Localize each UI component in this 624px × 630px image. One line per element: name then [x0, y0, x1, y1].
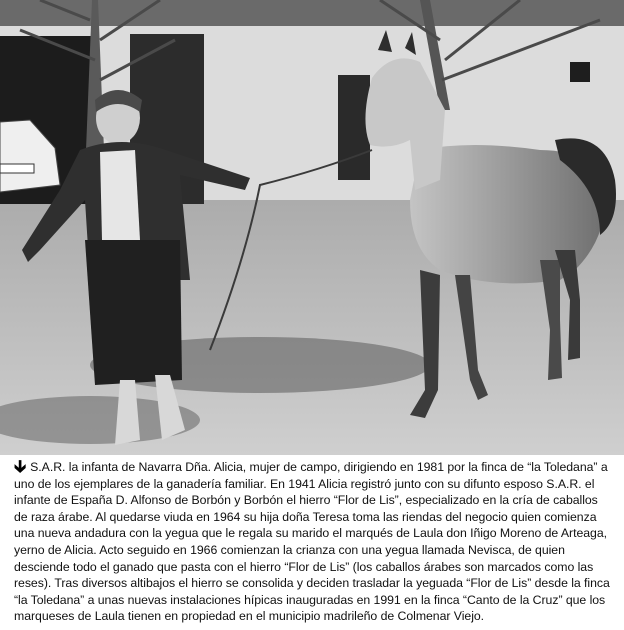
license-plate: [0, 164, 34, 173]
dark-doorway: [338, 75, 370, 180]
window: [570, 62, 590, 82]
caption-text: S.A.R. la infanta de Navarra Dña. Alicia, mujer de campo, dirigiendo en 1981 por la finca de “la Toledana” a uno de los ejemplares de la ganadería familiar. En 1941 Alicia registró junto con su difunto esposo S.A.R. el infante de España D. Alfonso de Borbón y Borbón el hierro “Flor de Lis”, especializado en la cría de caballos de raza árabe. Al quedarse viuda en 1964 su hija doña Teresa toma las riendas del negocio quien comienza una nueva andadura con la yegua que le regala su marido el marqués de Laula don Iñigo Moreno de Arteaga, yerno de Alicia. Acto seguido en 1966 comienzan la crianza con una yegua llamada Nevisca, de quien desciende todo el ganado que pasta con el hierro “Flor de Lis” (los caballos árabes son marcados como las reses). Tras diversos altibajos el hierro se consolida y deciden trasladar la yeguada “Flor de Lis” desde la finca “la Toledana” a unas nuevas instalaciones hípicas inauguradas en 1991 en la finca “Canto de la Cruz” que los marqueses de Laula tienen en propiedad en el municipio madrileño de Colmenar Viejo.: [14, 460, 610, 624]
down-arrow-icon: 🡳: [14, 457, 27, 476]
photo-caption: [14, 459, 612, 625]
